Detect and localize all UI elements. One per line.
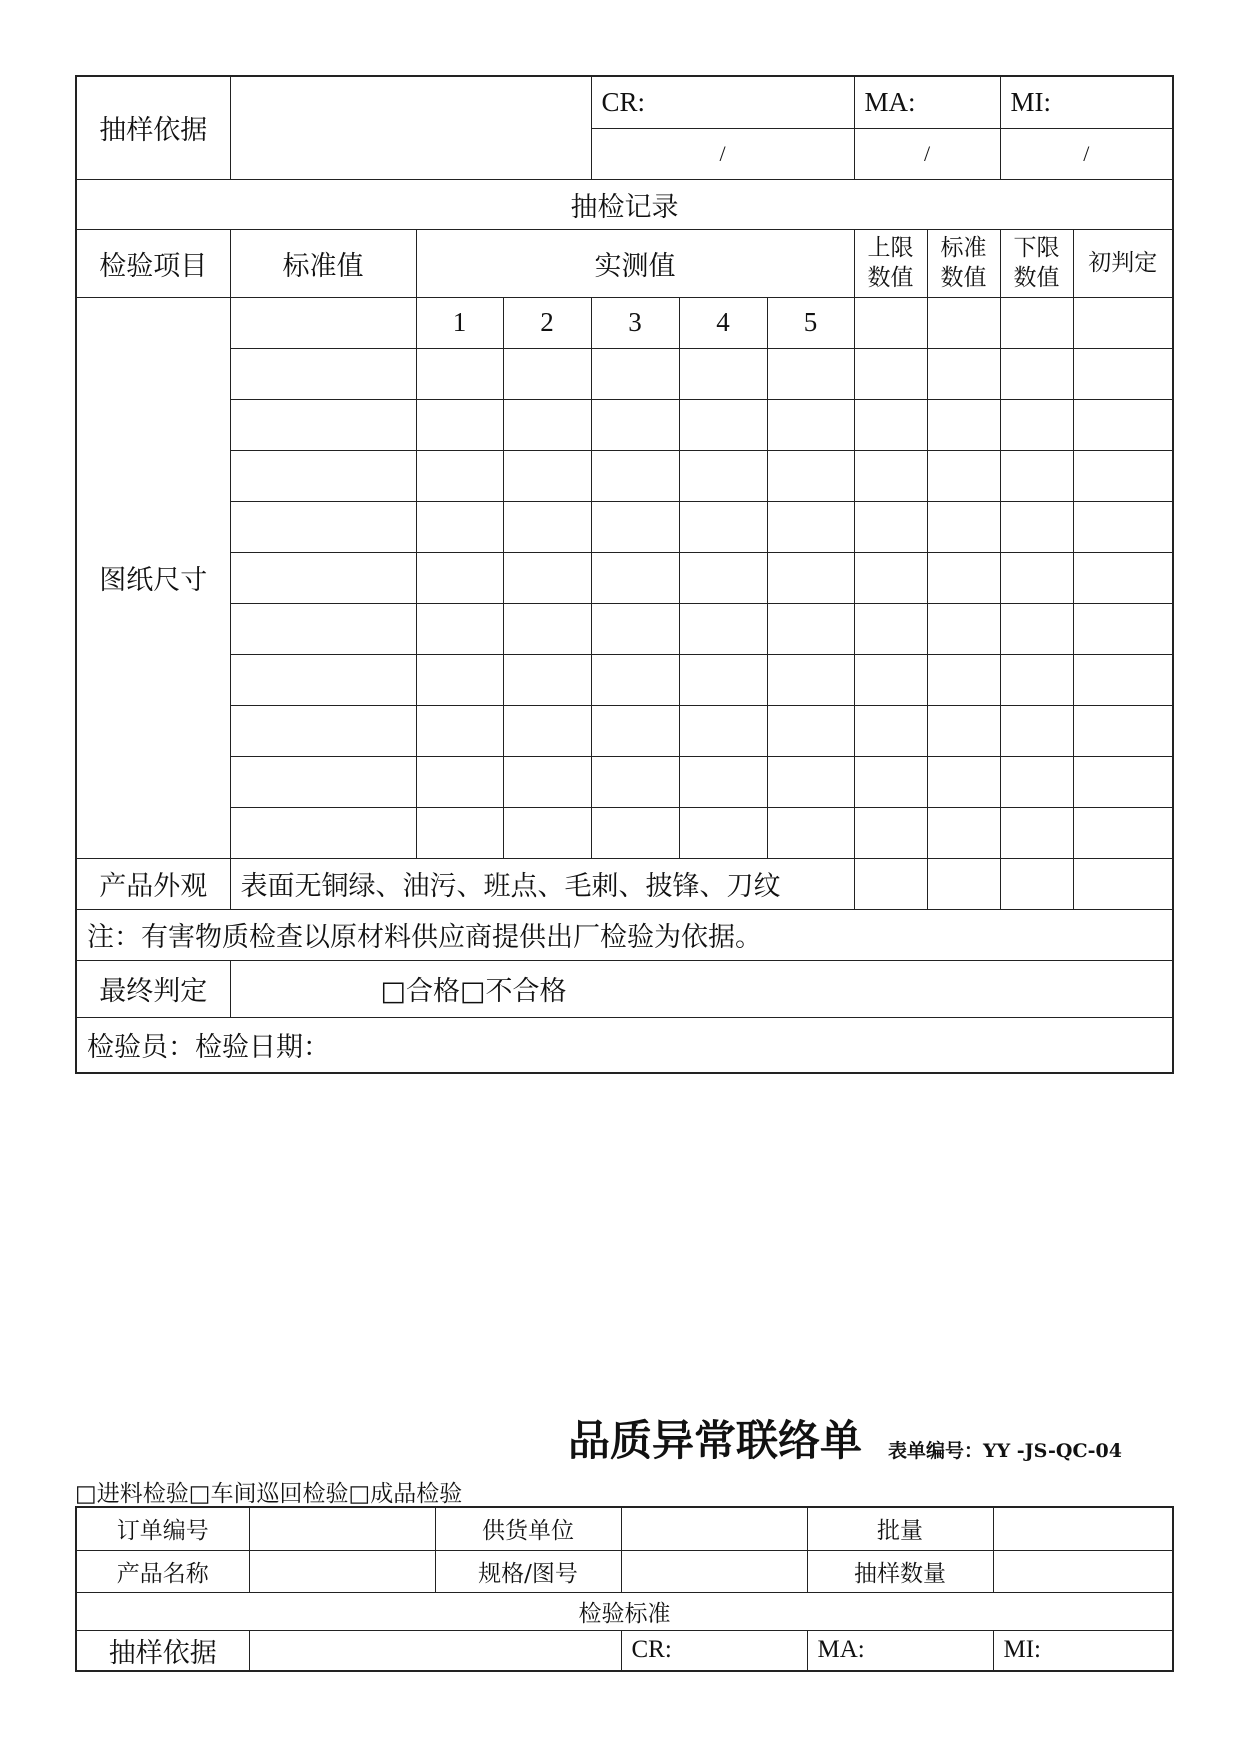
cell[interactable] (854, 603, 927, 654)
cell[interactable] (503, 654, 591, 705)
cell[interactable] (230, 552, 416, 603)
header-std-line1: 标准 (940, 235, 987, 261)
cell[interactable] (416, 450, 503, 501)
cell[interactable] (1000, 756, 1073, 807)
cell[interactable] (679, 501, 767, 552)
cell[interactable] (1073, 705, 1173, 756)
cell[interactable] (854, 858, 927, 909)
cell[interactable] (591, 399, 679, 450)
table-row (76, 450, 1173, 501)
cell[interactable] (767, 450, 854, 501)
cell[interactable] (1073, 450, 1173, 501)
cell[interactable] (767, 501, 854, 552)
form2-ma-label: MA: (807, 1630, 993, 1671)
table-row (76, 399, 1173, 450)
cell[interactable] (927, 450, 1000, 501)
cell[interactable] (927, 552, 1000, 603)
cell[interactable] (503, 705, 591, 756)
inspection-standard-label: 检验标准 (76, 1592, 1173, 1630)
cell[interactable] (854, 297, 927, 348)
sample-number-5: 5 (767, 297, 854, 348)
table-row (76, 552, 1173, 603)
form2-sampling-basis-value[interactable] (249, 1630, 621, 1671)
header-initial-judgment: 初判定 (1073, 229, 1173, 297)
cell[interactable] (503, 807, 591, 858)
cell[interactable] (927, 756, 1000, 807)
cell[interactable] (854, 756, 927, 807)
cell[interactable] (230, 654, 416, 705)
sample-number-2: 2 (503, 297, 591, 348)
cell[interactable] (927, 654, 1000, 705)
inspector-line[interactable]: 检验员：检验日期： (76, 1017, 1173, 1073)
cell[interactable] (1073, 807, 1173, 858)
header-upper-line1: 上限 (867, 235, 914, 261)
cell[interactable] (503, 552, 591, 603)
cell[interactable] (1073, 399, 1173, 450)
cell[interactable] (679, 399, 767, 450)
header-standard-value (927, 229, 1000, 297)
header-upper-line2: 数值 (867, 265, 914, 291)
cell[interactable] (927, 858, 1000, 909)
cell[interactable] (927, 348, 1000, 399)
header-lower-line2: 数值 (1013, 265, 1060, 291)
sampling-basis-value[interactable] (230, 76, 591, 179)
form2-mi-label: MI: (993, 1630, 1173, 1671)
cell[interactable] (927, 399, 1000, 450)
cell[interactable] (591, 603, 679, 654)
cell[interactable] (1000, 348, 1073, 399)
cell[interactable] (927, 705, 1000, 756)
supplier-value[interactable] (621, 1507, 807, 1550)
cell[interactable] (416, 399, 503, 450)
cell[interactable] (854, 348, 927, 399)
cell[interactable] (679, 756, 767, 807)
cell[interactable] (767, 603, 854, 654)
header-item: 检验项目 (76, 229, 230, 297)
cell[interactable] (927, 297, 1000, 348)
cell[interactable] (503, 603, 591, 654)
cell[interactable] (1073, 348, 1173, 399)
cell[interactable] (1073, 501, 1173, 552)
cell[interactable] (591, 501, 679, 552)
header-upper-limit (854, 229, 927, 297)
sampling-basis-label: 抽样依据 (76, 76, 230, 179)
cell[interactable] (767, 348, 854, 399)
cell[interactable] (230, 399, 416, 450)
cell[interactable] (1000, 399, 1073, 450)
cell[interactable] (591, 552, 679, 603)
ma-label: MA: (854, 76, 1000, 128)
cell[interactable] (679, 705, 767, 756)
cell[interactable] (679, 807, 767, 858)
cell[interactable] (1073, 552, 1173, 603)
product-name-label: 产品名称 (76, 1550, 249, 1592)
cell[interactable] (591, 807, 679, 858)
cell[interactable] (416, 348, 503, 399)
cell[interactable] (416, 603, 503, 654)
appearance-label: 产品外观 (76, 858, 230, 909)
cell[interactable] (1000, 603, 1073, 654)
mi-ratio[interactable]: / (1000, 128, 1173, 179)
cell[interactable] (767, 807, 854, 858)
cell[interactable] (767, 399, 854, 450)
sample-qty-value[interactable] (993, 1550, 1173, 1592)
quality-exception-table (75, 1506, 1174, 1672)
cell[interactable] (230, 603, 416, 654)
inspection-record-table (75, 75, 1174, 1074)
cell[interactable] (927, 807, 1000, 858)
cell[interactable] (1000, 501, 1073, 552)
cell[interactable] (679, 654, 767, 705)
cell[interactable] (927, 603, 1000, 654)
cell[interactable] (679, 348, 767, 399)
cell[interactable] (854, 552, 927, 603)
cell[interactable] (591, 348, 679, 399)
sample-number-1: 1 (416, 297, 503, 348)
table-row (76, 348, 1173, 399)
sample-number-3: 3 (591, 297, 679, 348)
cell[interactable] (230, 297, 416, 348)
cell[interactable] (854, 807, 927, 858)
inspection-type-options[interactable]: □进料检验□车间巡回检验□成品检验 (75, 1481, 463, 1507)
cell[interactable] (591, 705, 679, 756)
cell[interactable] (416, 501, 503, 552)
note: 注：有害物质检查以原材料供应商提供出厂检验为依据。 (76, 909, 1173, 960)
cell[interactable] (1000, 297, 1073, 348)
cell[interactable] (1000, 654, 1073, 705)
header-lower-line1: 下限 (1013, 235, 1060, 261)
cell[interactable] (1073, 858, 1173, 909)
table-row (76, 501, 1173, 552)
cell[interactable] (416, 756, 503, 807)
ma-ratio[interactable]: / (854, 128, 1000, 179)
cell[interactable] (1073, 603, 1173, 654)
product-name-value[interactable] (249, 1550, 435, 1592)
cr-label: CR: (591, 76, 854, 128)
table-row (76, 603, 1173, 654)
cell[interactable] (416, 552, 503, 603)
cell[interactable] (591, 654, 679, 705)
cell[interactable] (679, 552, 767, 603)
supplier-label: 供货单位 (435, 1507, 621, 1550)
cell[interactable] (767, 705, 854, 756)
cell[interactable] (503, 348, 591, 399)
cell[interactable] (503, 756, 591, 807)
cell[interactable] (767, 552, 854, 603)
form2-cr-label: CR: (621, 1630, 807, 1671)
cell[interactable] (591, 756, 679, 807)
final-judgment-options[interactable]: □合格□不合格 (230, 960, 1173, 1017)
record-title: 抽检记录 (76, 179, 1173, 229)
header-std-line2: 数值 (940, 265, 987, 291)
batch-label: 批量 (807, 1507, 993, 1550)
cell[interactable] (1073, 756, 1173, 807)
sample-qty-label: 抽样数量 (807, 1550, 993, 1592)
cell[interactable] (679, 603, 767, 654)
cr-ratio[interactable]: / (591, 128, 854, 179)
order-no-label: 订单编号 (76, 1507, 249, 1550)
cell[interactable] (1000, 705, 1073, 756)
cell[interactable] (767, 654, 854, 705)
cell[interactable] (503, 501, 591, 552)
cell[interactable] (230, 807, 416, 858)
header-lower-limit (1000, 229, 1073, 297)
order-no-value[interactable] (249, 1507, 435, 1550)
cell[interactable] (230, 450, 416, 501)
cell[interactable] (854, 450, 927, 501)
table-row (76, 654, 1173, 705)
drawing-dimension-label: 图纸尺寸 (76, 297, 230, 858)
appearance-text: 表面无铜绿、油污、班点、毛刺、披锋、刀纹 (230, 858, 854, 909)
sample-number-4: 4 (679, 297, 767, 348)
header-measured: 实测值 (416, 229, 854, 297)
cell[interactable] (767, 756, 854, 807)
cell[interactable] (230, 756, 416, 807)
cell[interactable] (1000, 450, 1073, 501)
cell[interactable] (854, 399, 927, 450)
cell[interactable] (230, 348, 416, 399)
header-standard: 标准值 (230, 229, 416, 297)
cell[interactable] (1000, 858, 1073, 909)
table-row (76, 756, 1173, 807)
final-judgment-label: 最终判定 (76, 960, 230, 1017)
cell[interactable] (503, 450, 591, 501)
cell[interactable] (854, 501, 927, 552)
cell[interactable] (230, 501, 416, 552)
batch-value[interactable] (993, 1507, 1173, 1550)
cell[interactable] (854, 705, 927, 756)
cell[interactable] (416, 807, 503, 858)
table-row (76, 807, 1173, 858)
spec-value[interactable] (621, 1550, 807, 1592)
cell[interactable] (1073, 654, 1173, 705)
form2-title: 品质异常联络单 (568, 1416, 863, 1465)
cell[interactable] (230, 705, 416, 756)
cell[interactable] (854, 654, 927, 705)
spec-label: 规格/图号 (435, 1550, 621, 1592)
cell[interactable] (1000, 552, 1073, 603)
cell[interactable] (1073, 297, 1173, 348)
cell[interactable] (416, 705, 503, 756)
cell[interactable] (1000, 807, 1073, 858)
form2-sampling-basis-label: 抽样依据 (76, 1630, 249, 1671)
cell[interactable] (591, 450, 679, 501)
cell[interactable] (927, 501, 1000, 552)
mi-label: MI: (1000, 76, 1173, 128)
cell[interactable] (503, 399, 591, 450)
form2-code: 表单编号：YY -JS-QC-04 (888, 1440, 1122, 1462)
cell[interactable] (679, 450, 767, 501)
table-row (76, 705, 1173, 756)
cell[interactable] (416, 654, 503, 705)
